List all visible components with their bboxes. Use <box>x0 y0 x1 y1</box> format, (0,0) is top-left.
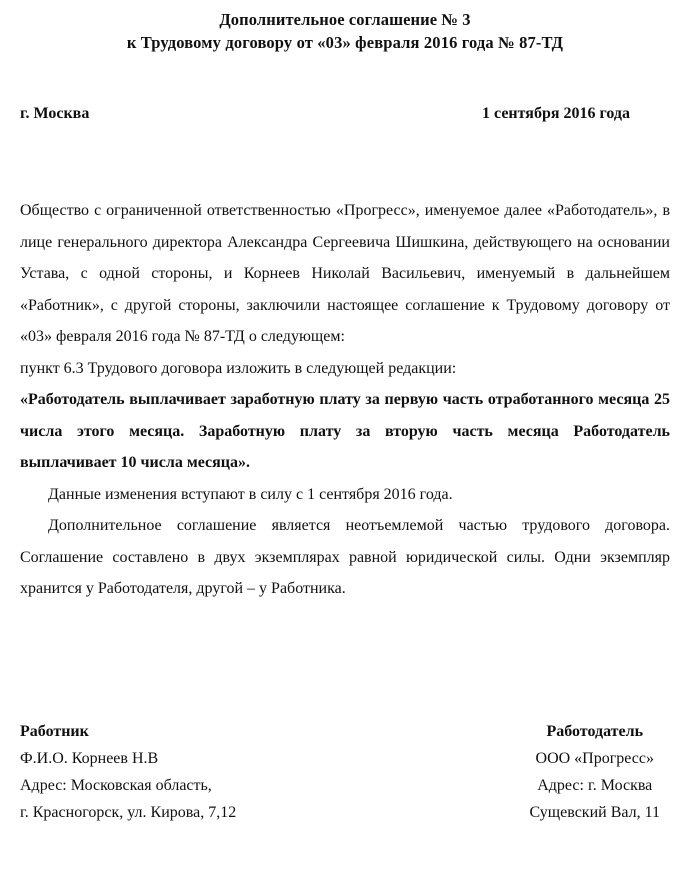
place-and-date-row <box>20 105 670 123</box>
employer-name: ООО «Прогресс» <box>535 750 654 767</box>
employee-heading: Работник <box>20 723 89 740</box>
date-of-signing: 1 сентября 2016 года <box>482 105 630 122</box>
clause-intro-paragraph: пункт 6.3 Трудового договора изложить в следующей редакции: <box>20 359 457 377</box>
signature-column-employee <box>20 718 236 826</box>
employer-address-line-1: Адрес: г. Москва <box>537 777 653 794</box>
employer-heading: Работодатель <box>546 723 644 740</box>
quoted-clause-paragraph: «Работодатель выплачивает заработную плату за первую часть отработанного месяца 25 числа этого месяца. Заработную плату за вторую часть месяца Работодатель выплачивает 10 числа месяца». <box>20 391 670 471</box>
place-of-signing: г. Москва <box>20 105 90 122</box>
document-body <box>20 195 670 605</box>
employee-address-line-1: Адрес: Московская область, <box>20 777 212 794</box>
closing-paragraph: Дополнительное соглашение является неотъемлемой частью трудового договора. Соглашение составлено в двух экземплярах равной юридической силы. Одни экземпляр хранится у Работодателя, другой – у Работника. <box>20 517 670 597</box>
effective-date-paragraph: Данные изменения вступают в силу с 1 сентября 2016 года. <box>48 485 453 503</box>
signature-column-employer <box>530 718 670 826</box>
document-title-line-1: Дополнительное соглашение № 3 <box>219 10 471 29</box>
employee-address-line-2: г. Красногорск, ул. Кирова, 7,12 <box>20 804 237 821</box>
employee-name: Ф.И.О. Корнеев Н.В <box>20 750 159 767</box>
preamble-paragraph: Общество с ограниченной ответственностью «Прогресс», именуемое далее «Работодатель», в лице генерального директора Александра Сергеевича Шишкина, действующего на основании Устава, с одной стороны, и Корнеев Николай Васильевич, именуемый в дальнейшем «Работник», с другой стороны, заключили настоящее соглашение к Трудовому договору от «03» февраля 2016 года № 87-ТД о следующем: <box>20 202 670 345</box>
signature-block <box>20 718 670 826</box>
document-title <box>20 0 670 54</box>
document-title-line-2: к Трудовому договору от «03» февраля 2016 года № 87-ТД <box>126 33 564 52</box>
employer-address-line-2: Сущевский Вал, 11 <box>529 804 660 821</box>
